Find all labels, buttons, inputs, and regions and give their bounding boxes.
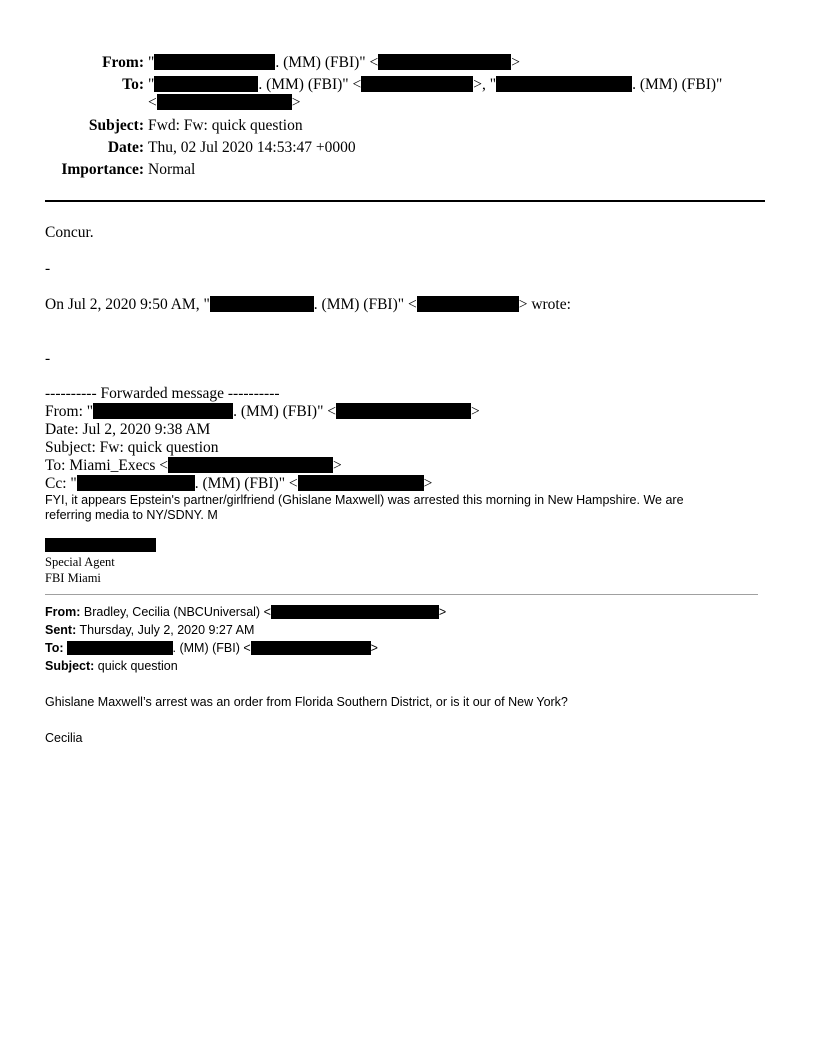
reply-text: Concur. — [45, 224, 94, 241]
original-signoff: Cecilia — [45, 731, 83, 745]
original-subject: Subject: quick question — [45, 659, 178, 673]
to-label: To: — [122, 76, 144, 93]
redaction-block — [271, 605, 439, 619]
importance-value: Normal — [148, 161, 196, 178]
redaction-block — [496, 76, 632, 92]
redaction-block — [154, 54, 275, 70]
forwarded-date: Date: Jul 2, 2020 9:38 AM — [45, 421, 211, 438]
original-to-label: To: — [45, 641, 64, 655]
quote-attribution: On Jul 2, 2020 9:50 AM, " . (MM) (FBI)" < > wrote: — [45, 296, 571, 313]
forwarded-to: To: Miami_Execs < > — [45, 457, 342, 474]
dash-separator: - — [45, 350, 51, 367]
redaction-block — [157, 94, 292, 110]
redaction-block — [67, 641, 173, 655]
original-to: To: . (MM) (FBI) < > — [45, 641, 378, 655]
redaction-block — [168, 457, 333, 473]
redaction-block — [210, 296, 314, 312]
forwarded-from: From: " . (MM) (FBI)" < > — [45, 403, 480, 420]
forwarded-message-line-1: FYI, it appears Epstein's partner/girlfriend (Ghislane Maxwell) was arrested this morning in New Hampshire. We are — [45, 493, 684, 507]
signature-title: Special Agent — [45, 555, 115, 569]
date-label: Date: — [107, 139, 144, 156]
redaction-block — [378, 54, 511, 70]
to-value-continued: < > — [148, 94, 301, 111]
redaction-block — [298, 475, 424, 491]
redaction-block — [93, 403, 233, 419]
original-from: From: Bradley, Cecilia (NBCUniversal) < > — [45, 605, 447, 619]
redaction-block — [251, 641, 371, 655]
from-label: From: — [102, 54, 144, 71]
signature-name-redaction — [45, 538, 156, 552]
redaction-block — [154, 76, 258, 92]
original-sent-label: Sent: — [45, 623, 77, 637]
signature-office: FBI Miami — [45, 571, 101, 585]
forwarded-message-line-2: referring media to NY/SDNY. M — [45, 508, 218, 522]
date-value: Thu, 02 Jul 2020 14:53:47 +0000 — [148, 139, 356, 156]
forwarded-banner: ---------- Forwarded message ---------- — [45, 385, 280, 402]
to-value: " . (MM) (FBI)" < >, " . (MM) (FBI)" — [148, 76, 723, 93]
original-message-divider — [45, 594, 758, 595]
redaction-block — [417, 296, 519, 312]
forwarded-cc: Cc: " . (MM) (FBI)" < > — [45, 475, 433, 492]
forwarded-subject: Subject: Fw: quick question — [45, 439, 219, 456]
importance-label: Importance: — [61, 161, 144, 178]
subject-label: Subject: — [88, 117, 144, 134]
redaction-block — [361, 76, 473, 92]
from-value: " . (MM) (FBI)" < > — [148, 54, 520, 71]
dash-separator: - — [45, 260, 51, 277]
original-from-label: From: — [45, 605, 81, 619]
redaction-block — [77, 475, 195, 491]
subject-value: Fwd: Fw: quick question — [148, 117, 303, 134]
original-sent: Sent: Thursday, July 2, 2020 9:27 AM — [45, 623, 255, 637]
header-divider — [45, 200, 765, 202]
original-subject-label: Subject: — [45, 659, 95, 673]
original-question: Ghislane Maxwell’s arrest was an order from Florida Southern District, or is it our of New York? — [45, 695, 568, 709]
redaction-block — [336, 403, 471, 419]
